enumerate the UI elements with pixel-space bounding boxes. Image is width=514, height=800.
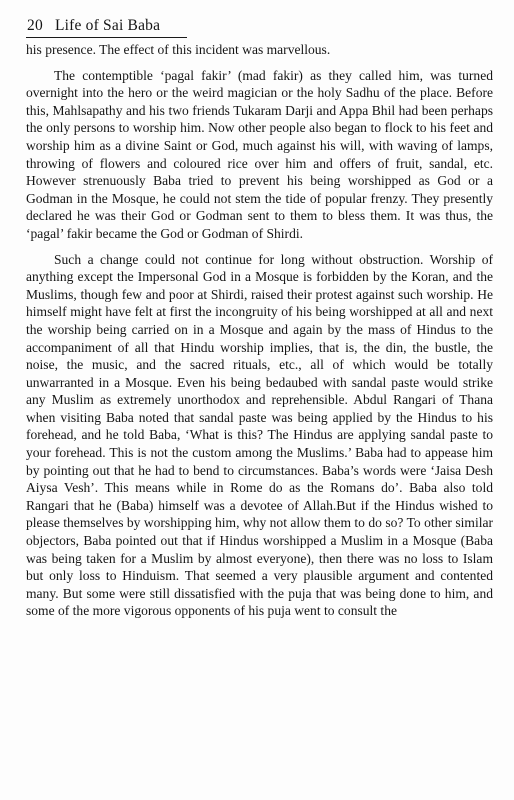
running-title: Life of Sai Baba [54,17,161,34]
paragraph-pagal-fakir: The contemptible ‘pagal fakir’ (mad fakir) as they called him, was turned overnight into the hero or the weird magician or the holy Sadhu of the place. Before this, Mahlsapathy and his two friends Tukaram Darji and Appa Bhil had been perhaps the only persons to worship him. Now other people also began to flock to his feet and worship him as a divine Saint or God, much against his will, with waving of lamps, throwing of flowers and coloured rice over him and offers of fruit, sandal, etc. However strenuously Baba tried to prevent his being worshipped as God or a Godman in the Mosque, he could not stem the tide of popular frenzy. They presently declared he was their God or Godman sent to them to bless them. It was thus, the ‘pagal’ fakir became the God or Godman of Shirdi. [26,67,493,241]
paragraph-continuation: his presence. The effect of this incident was marvellous. [26,42,331,57]
page-number: 20 [27,17,43,34]
paragraph-obstruction: Such a change could not continue for long without obstruction. Worship of anything except the Impersonal God in a Mosque is forbidden by the Koran, and the Muslims, though few and poor at Shirdi, raised their protest against such worship. He himself might have felt at first the incongruity of his being worshipped at all and next the worship being carried on in a Mosque and again by the mass of Hindus to the accompaniment of all that Hindu worship implies, that is, the din, the bustle, the noise, the music, and the sacred rituals, etc., all of which would be totally unwarranted in a Mosque. Even his being bedaubed with sandal paste would strike any Muslim as extremely unorthodox and reprehensible. Abdul Rangari of Thana when visiting Baba noted that sandal paste was being applied by the Hindus to his forehead, and he told Baba, ‘What is this? The Hindus are applying sandal paste to your forehead. This is not the custom among the Muslims.’ Baba had to appease him by pointing out that he had to bend to circumstances. Baba’s words were ‘Jaisa Desh Aiysa Vesh’. This means while in Rome do as the Romans do’. Baba also told Rangari that he (Baba) himself was a devotee of Allah.But if the Hindus wished to please themselves by worshipping him, why not allow them to do so? To other similar objectors, Baba pointed out that if Hindus worshipped a Muslim in a Mosque (Baba was being taken for a Muslim by almost everyone), then there was no loss to Islam but only loss to Hinduism. That seemed a very plausible argument and contented many. But some were still dissatisfied with the puja that was being done to him, and some of the more vigorous opponents of his puja went to consult the [26,251,493,619]
body-text [26,41,493,620]
header-underline [26,37,187,38]
running-header [27,16,160,36]
